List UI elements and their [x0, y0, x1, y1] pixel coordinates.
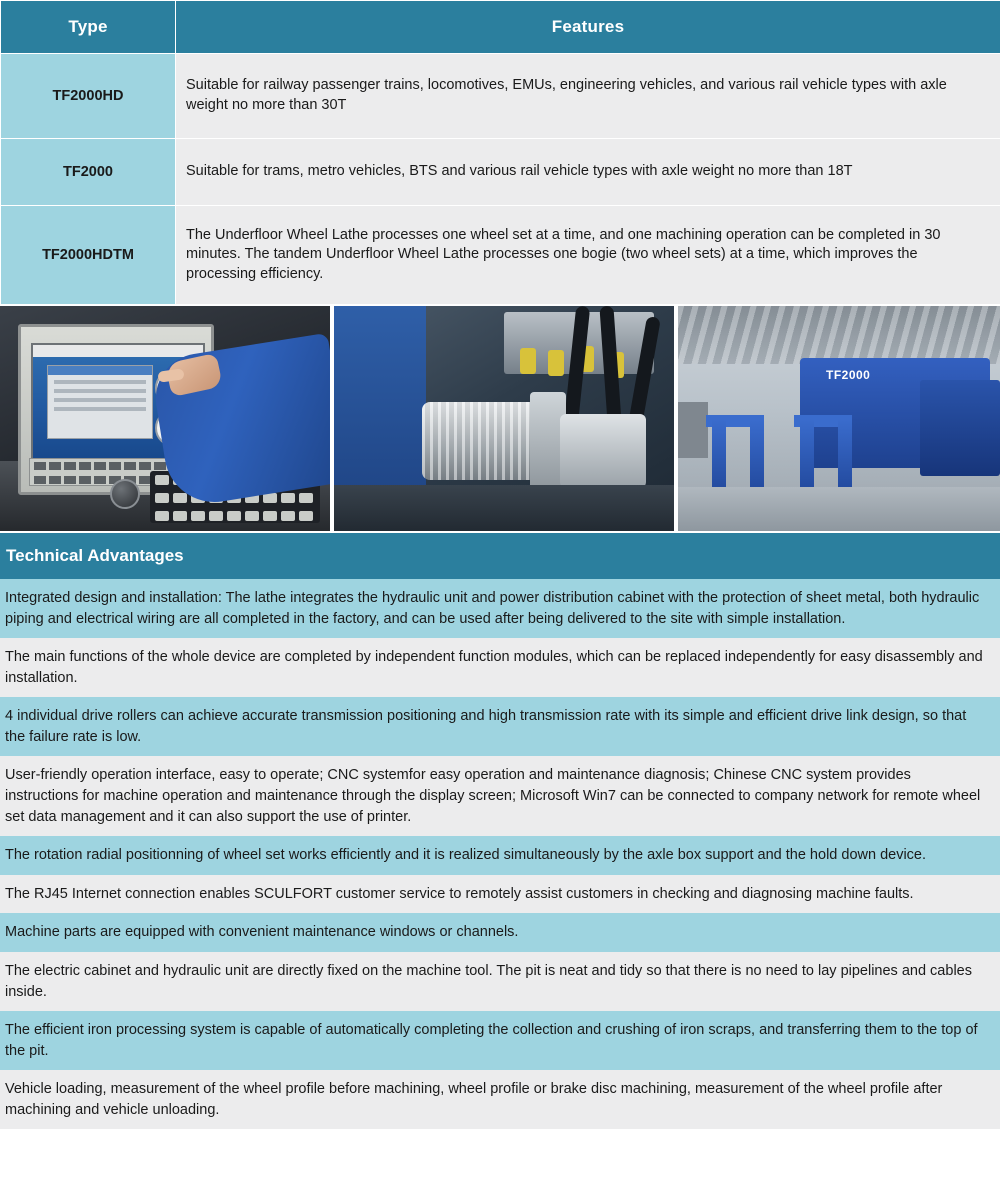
screen-dialog [47, 365, 153, 439]
table-row [1, 139, 1000, 206]
cell-type: TF2000HD [1, 54, 176, 139]
column-header-type: Type [1, 1, 176, 54]
stacked-crates [678, 402, 708, 458]
list-item: The rotation radial positionning of wheel set works efficiently and it is realized simultaneously by the axle box support and the hold down device. [0, 836, 1000, 875]
hydraulic-pump [560, 414, 646, 488]
list-item: The electric cabinet and hydraulic unit are directly fixed on the machine tool. The pit is neat and tidy so that there is no need to lay pipelines and cables inside. [0, 952, 1000, 1011]
specification-table [0, 0, 1000, 305]
rotary-knob [110, 479, 140, 509]
list-item: Vehicle loading, measurement of the wheel profile before machining, wheel profile or brake disc machining, measurement of the wheel profile after machining and vehicle unloading. [0, 1070, 1000, 1129]
table-row [1, 206, 1000, 305]
dialog-line [54, 380, 146, 384]
hydraulic-unit-motor-image [334, 306, 674, 531]
equipment-base [334, 485, 674, 531]
lifting-jack [800, 419, 814, 497]
table-header-row [1, 1, 1000, 54]
list-item: The efficient iron processing system is capable of automatically completing the collection and crushing of iron scraps, and transferring them to the top of the pit. [0, 1011, 1000, 1070]
machine-side-cabinet [920, 380, 1000, 476]
workshop-floor [678, 487, 1000, 531]
dialog-line [54, 407, 146, 411]
list-item: 4 individual drive rollers can achieve accurate transmission positioning and high transmission rate with its simple and efficient drive link design, so that the failure rate is low. [0, 697, 1000, 756]
brass-fitting [520, 348, 536, 374]
electric-motor [422, 402, 542, 480]
lifting-jack [712, 419, 726, 497]
workshop-roof [678, 306, 1000, 364]
cell-features: The Underfloor Wheel Lathe processes one wheel set at a time, and one machining operation can be completed in 30 minutes. The tandem Underfloor Wheel Lathe processes one bogie (two wheel sets) at a time, which improves the processing efficiency. [176, 206, 1000, 305]
section-header-technical-advantages [0, 533, 1000, 579]
dialog-titlebar [48, 366, 152, 375]
section-title: Technical Advantages [6, 546, 184, 565]
photo-strip [0, 306, 1000, 531]
dialog-line [54, 389, 146, 393]
list-item: The RJ45 Internet connection enables SCULFORT customer service to remotely assist customers in checking and diagnosing machine faults. [0, 875, 1000, 914]
machine-label: TF2000 [826, 368, 871, 382]
lifting-jack [838, 419, 852, 497]
cnc-control-panel-operator-image [0, 306, 330, 531]
cell-type: TF2000 [1, 139, 176, 206]
table-row [1, 54, 1000, 139]
advantages-list [0, 579, 1000, 1129]
column-header-features: Features [176, 1, 1000, 54]
screen-titlebar [33, 345, 203, 357]
operator-arm [149, 333, 330, 509]
cell-features: Suitable for trams, metro vehicles, BTS and various rail vehicle types with axle weight no more than 18T [176, 139, 1000, 206]
cell-features: Suitable for railway passenger trains, locomotives, EMUs, engineering vehicles, and various rail vehicle types with axle weight no more than 30T [176, 54, 1000, 139]
list-item: Integrated design and installation: The lathe integrates the hydraulic unit and power distribution cabinet with the protection of sheet metal, both hydraulic piping and electrical wiring are all completed in the factory, and can be used after being delivered to the site with simple installation. [0, 579, 1000, 638]
list-item: The main functions of the whole device are completed by independent function modules, which can be replaced independently for easy disassembly and installation. [0, 638, 1000, 697]
list-item: User-friendly operation interface, easy to operate; CNC systemfor easy operation and maintenance diagnosis; Chinese CNC system provides instructions for machine operation and maintenance through the display screen; Microsoft Win7 can be connected to company network for remote wheel set data management and it can also support the use of printer. [0, 756, 1000, 836]
cell-type: TF2000HDTM [1, 206, 176, 305]
list-item: Machine parts are equipped with convenient maintenance windows or channels. [0, 913, 1000, 952]
lifting-jack [750, 419, 764, 497]
workshop-blue-machine-image [678, 306, 1000, 531]
dialog-line [54, 398, 146, 402]
brass-fitting [548, 350, 564, 376]
